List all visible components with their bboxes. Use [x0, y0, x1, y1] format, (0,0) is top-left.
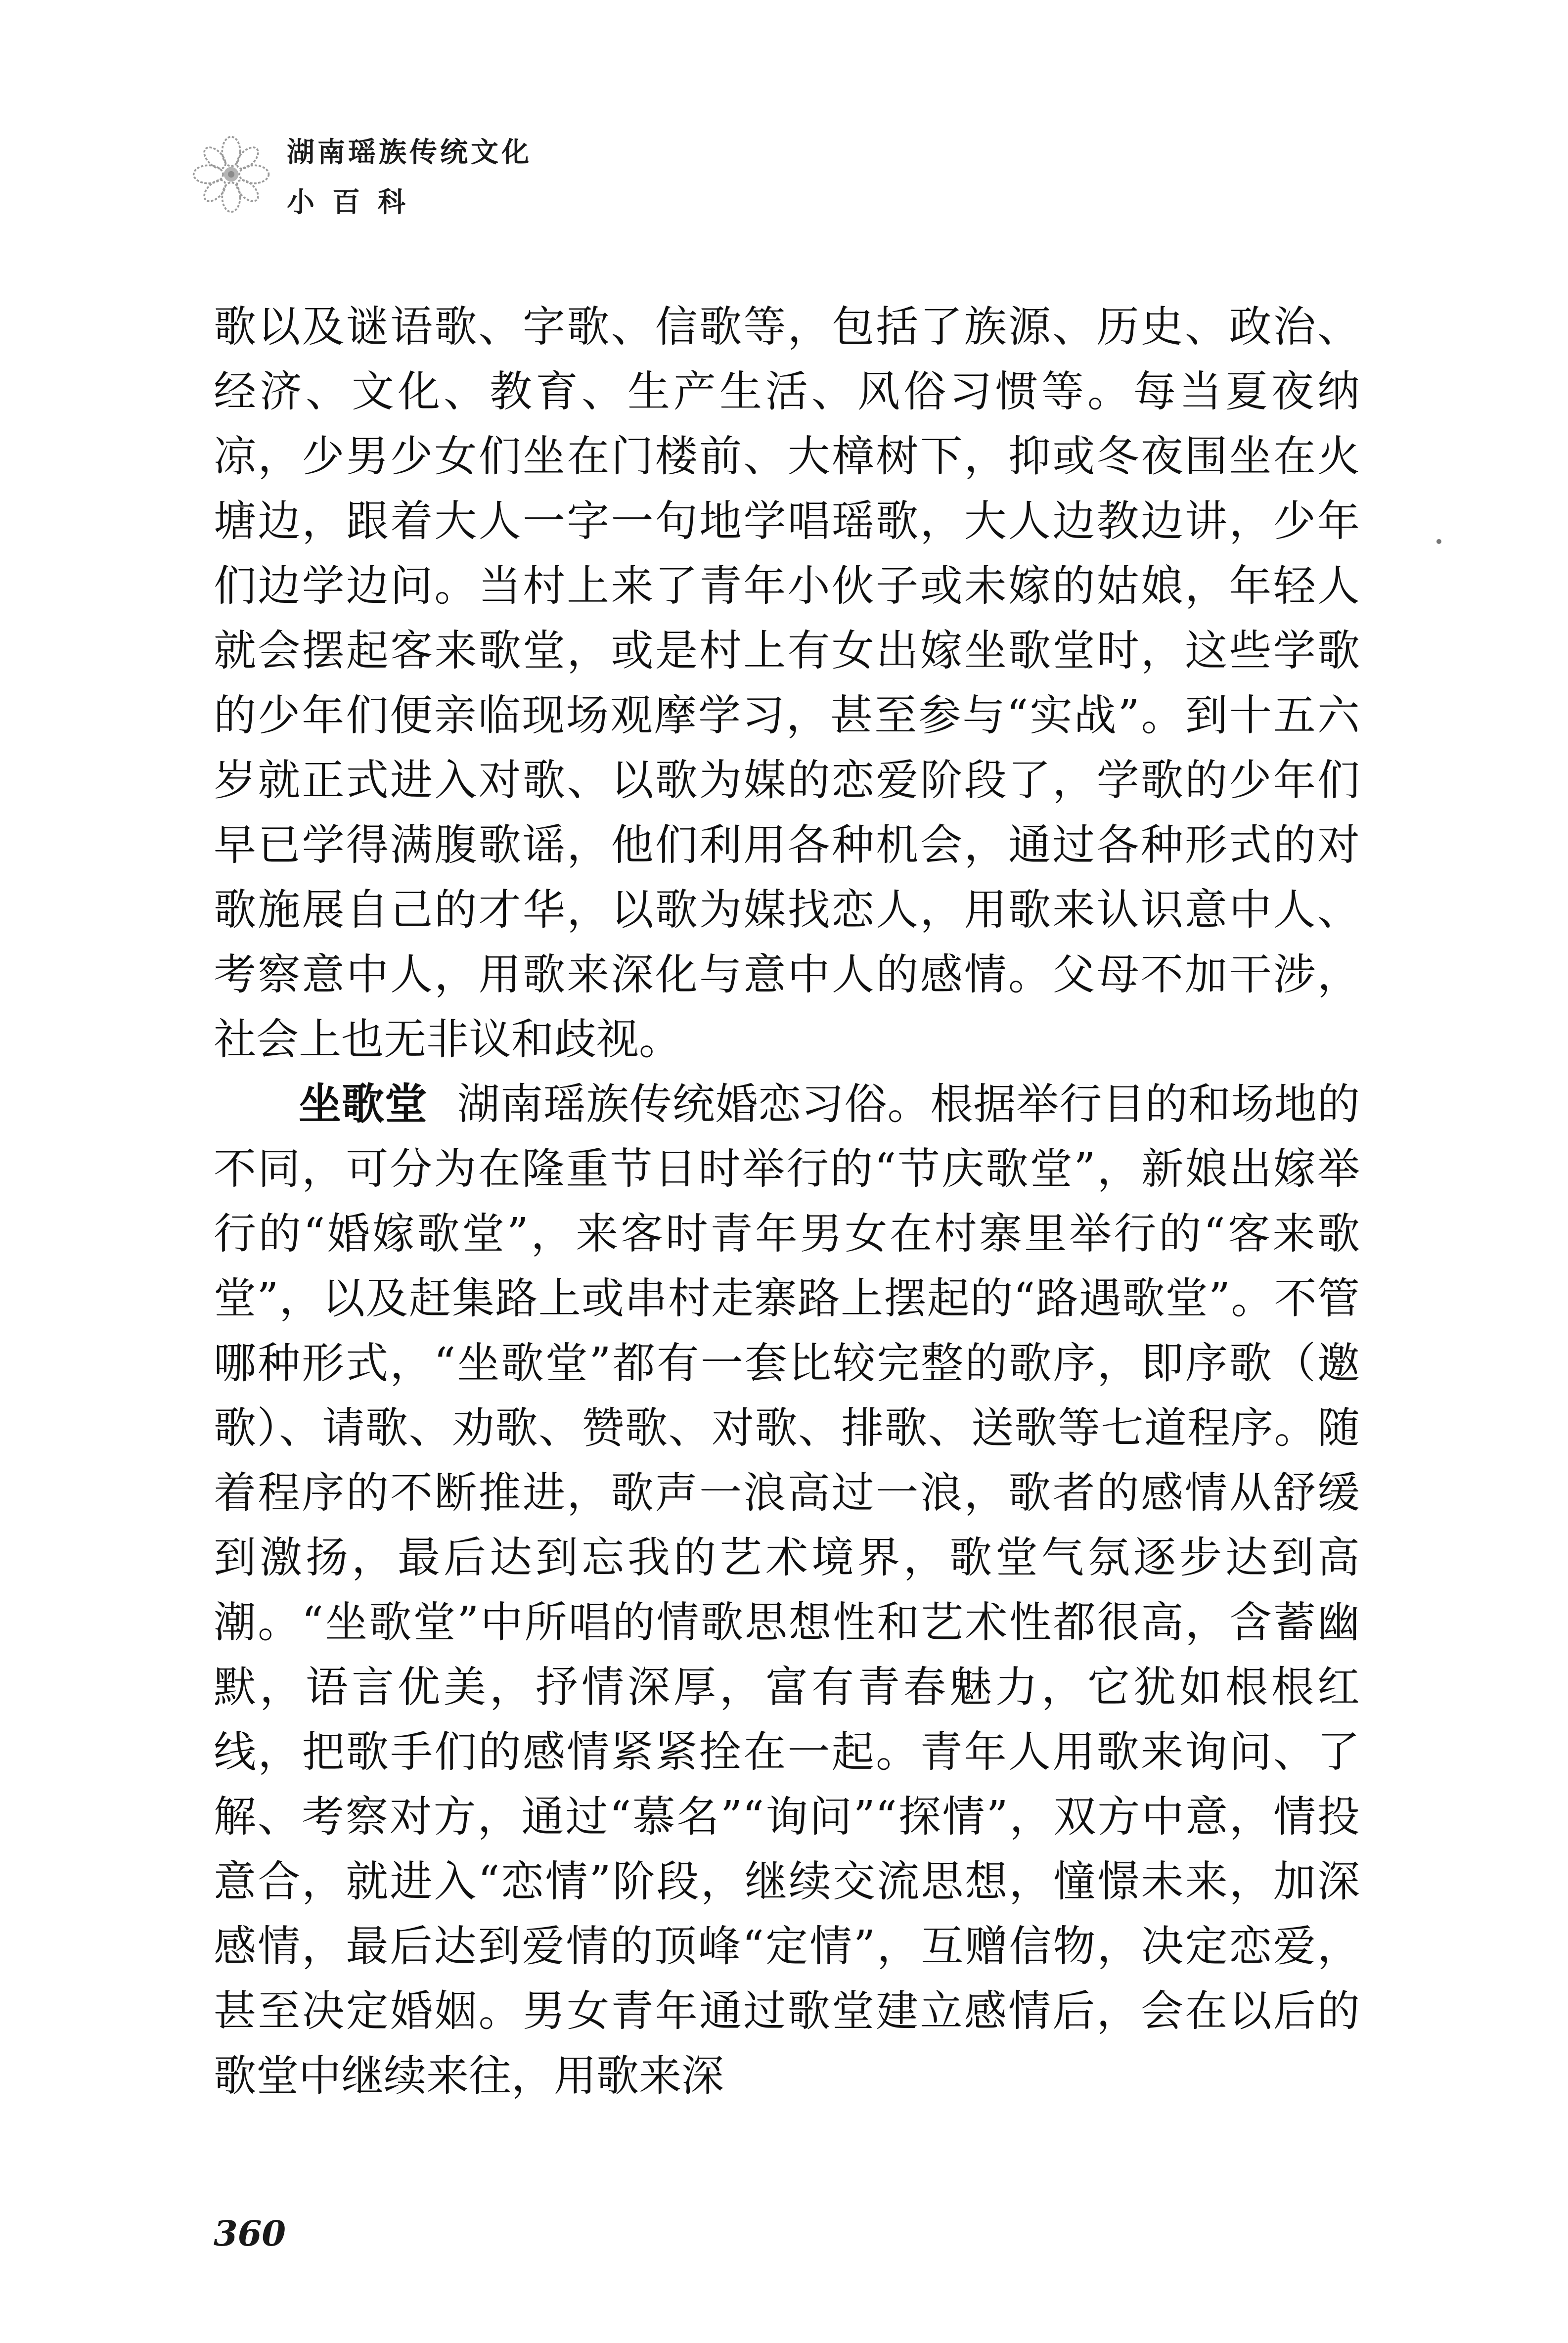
series-subtitle: 小百科	[287, 186, 423, 219]
flower-ornament-icon	[190, 134, 272, 215]
entry-text: 湖南瑶族传统婚恋习俗。根据举行目的和场地的不同，可分为在隆重节日时举行的“节庆歌堂”，新娘出嫁举行的“婚嫁歌堂”，来客时青年男女在村寨里举行的“客来歌堂”，以及赶集路上或串村走寨路上摆起的“路遇歌堂”。不管哪种形式，“坐歌堂”都有一套比较完整的歌序，即序歌（邀歌）、请歌、劝歌、赞歌、对歌、排歌、送歌等七道程序。随着程序的不断推进，歌声一浪高过一浪，歌者的感情从舒缓到激扬，最后达到忘我的艺术境界，歌堂气氛逐步达到高潮。“坐歌堂”中所唱的情歌思想性和艺术性都很高，含蓄幽默，语言优美，抒情深厚，富有青春魅力，它犹如根根红线，把歌手们的感情紧紧拴在一起。青年人用歌来询问、了解、考察对方，通过“慕名”“询问”“探情”，双方中意，情投意合，就进入“恋情”阶段，继续交流思想，憧憬未来，加深感情，最后达到爱情的顶峰“定情”，互赠信物，决定恋爱，甚至决定婚姻。男女青年通过歌堂建立感情后，会在以后的歌堂中继续来往，用歌来深	[214, 1080, 1360, 2101]
running-header	[190, 124, 784, 242]
continuation-paragraph: 歌以及谜语歌、字歌、信歌等，包括了族源、历史、政治、经济、文化、教育、生产生活、风俗习惯等。每当夏夜纳凉，少男少女们坐在门楼前、大樟树下，抑或冬夜围坐在火塘边，跟着大人一字一句地学唱瑶歌，大人边教边讲，少年们边学边问。当村上来了青年小伙子或未嫁的姑娘，年轻人就会摆起客来歌堂，或是村上有女出嫁坐歌堂时，这些学歌的少年们便亲临现场观摩学习，甚至参与“实战”。到十五六岁就正式进入对歌、以歌为媒的恋爱阶段了，学歌的少年们早已学得满腹歌谣，他们利用各种机会，通过各种形式的对歌施展自己的才华，以歌为媒找恋人，用歌来认识意中人、考察意中人，用歌来深化与意中人的感情。父母不加干涉，社会上也无非议和歧视。	[214, 302, 1360, 1064]
series-title: 湖南瑶族传统文化	[287, 136, 532, 169]
entry-term: 坐歌堂	[299, 1080, 428, 1129]
entry-paragraph	[214, 1072, 1360, 2109]
page-body	[214, 295, 1360, 2109]
margin-speck	[1436, 539, 1441, 544]
page-number: 360	[214, 2213, 286, 2254]
